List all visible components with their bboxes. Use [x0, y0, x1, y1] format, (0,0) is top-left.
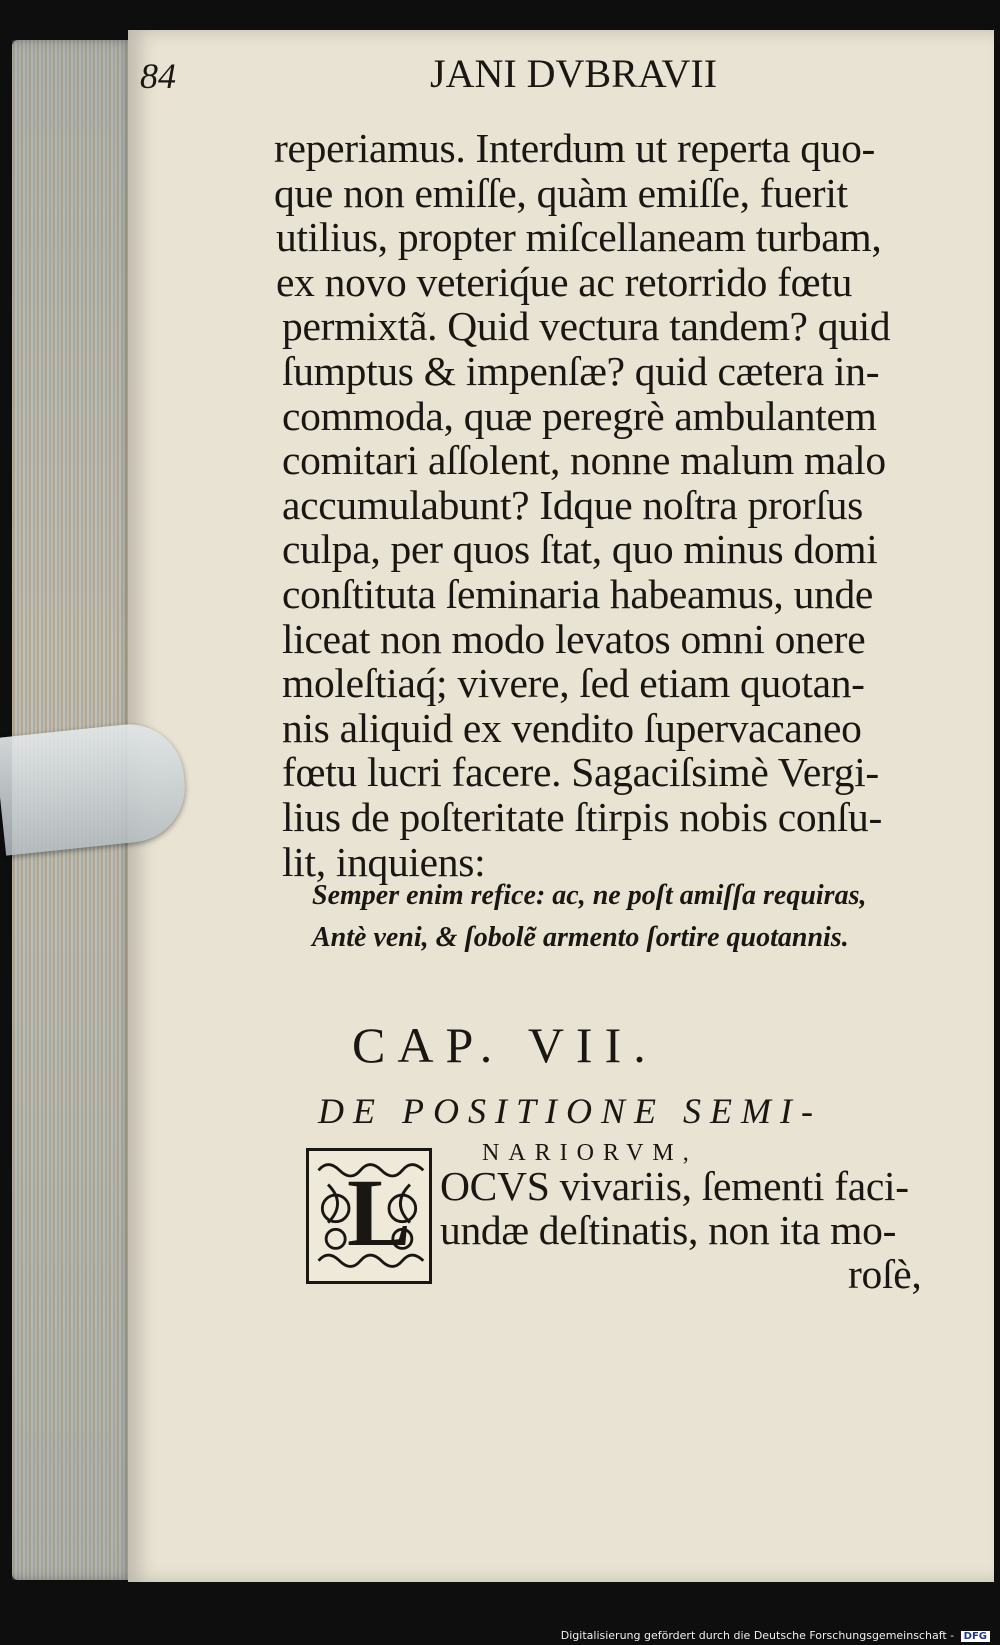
opening-line: OCVS vivariis, ſementi faci- [440, 1163, 909, 1209]
catchword: roſè, [848, 1251, 922, 1297]
body-line: commoda, quæ peregrè ambulantem [282, 392, 877, 439]
body-line: accumulabunt? Idque noſtra prorſus [282, 481, 863, 528]
body-line: culpa, per quos ſtat, quo minus domi [282, 526, 878, 573]
verse-line: Semper enim refice: ac, ne poſt amiſſa requiras, [312, 880, 867, 911]
body-line: fœtu lucri facere. Sagaciſsimè Vergi- [282, 749, 879, 796]
decorated-initial-letter [306, 1148, 432, 1284]
body-line: lit, inquiens: [282, 838, 486, 885]
body-line: lius de poſteritate ſtirpis nobis conſu- [282, 794, 883, 840]
body-line: ſumptus & impenſæ? quid cætera in- [282, 348, 880, 394]
chapter-heading: CAP. VII. [352, 1017, 658, 1073]
body-line: permixtã. Quid vectura tandem? quid [282, 303, 891, 350]
chapter-title-line: DE POSITIONE SEMI- [318, 1091, 822, 1131]
body-line: reperiamus. Interdum ut reperta quo- [274, 125, 876, 171]
footer-note-text: Digitalisierung gefördert durch die Deutsche Forschungsgemeinschaft - [560, 1629, 955, 1642]
footer-note [561, 1629, 990, 1642]
initial-letter: L [347, 1159, 412, 1266]
body-line: utilius, propter miſcellaneam turbam, [276, 214, 882, 261]
body-line: comitari aſſolent, nonne malum malo [282, 437, 886, 484]
body-line: moleſtiaq́; vivere, ſed etiam quotan- [282, 660, 865, 707]
verse-line: Antè veni, & ſobolẽ armento ſortire quotannis. [312, 922, 849, 953]
body-line: conſtituta ſeminaria habeamus, unde [282, 571, 874, 617]
page-number: 84 [140, 56, 176, 96]
body-line: liceat non modo levatos omni onere [282, 615, 866, 662]
dfg-logo: DFG [961, 1631, 990, 1642]
body-line: que non emiſſe, quàm emiſſe, fuerit [274, 169, 848, 216]
body-line: nis aliquid ex vendito ſupervacaneo [282, 704, 862, 751]
chapter-title-line: NARIORVM, [482, 1140, 698, 1166]
running-head: JANI DVBRAVII [430, 51, 718, 96]
body-line: ex novo veteriq́ue ac retorrido fœtu [276, 258, 853, 305]
opening-line: undæ deſtinatis, non ita mo- [440, 1207, 897, 1253]
